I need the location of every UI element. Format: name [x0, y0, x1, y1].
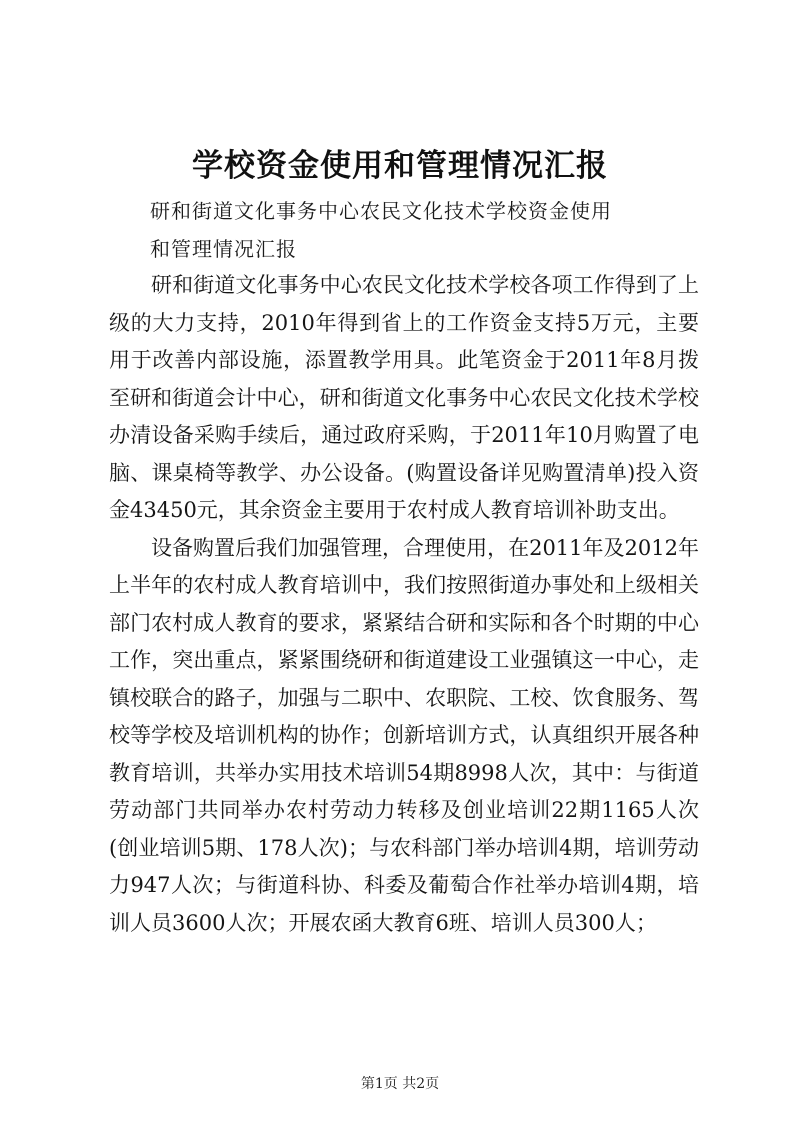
paragraph-2: 设备购置后我们加强管理，合理使用，在2011年及2012年上半年的农村成人教育培训中，我们按照街道办事处和上级相关部门农村成人教育的要求，紧紧结合研和实际和各个时期的中心工作，突出重点，紧紧围绕研和街道建设工业强镇这一中心，走镇校联合的路子，加强与二职中、农职院、工校、饮食服务、驾校等学校及培训机构的协作；创新培训方式，认真组织开展各种教育培训，共举办实用技术培训54期8998人次，其中：与街道劳动部门共同举办农村劳动力转移及创业培训22期1165人次(创业培训5期、178人次)；与农科部门举办培训4期，培训劳动力947人次；与街道科协、科委及葡萄合作社举办培训4期，培训人员3600人次；开展农函大教育6班、培训人员300人； — [109, 535, 699, 935]
subtitle-line-2: 和管理情况汇报 — [150, 237, 297, 261]
subtitle-line-1: 研和街道文化事务中心农民文化技术学校资金使用 — [150, 199, 612, 223]
page-number: 第1页 共2页 — [360, 1076, 440, 1092]
document-body — [109, 267, 699, 942]
paragraph-1: 研和街道文化事务中心农民文化技术学校各项工作得到了上级的大力支持，2010年得到省上的工作资金支持5万元，主要用于改善内部设施，添置教学用具。此笔资金于2011年8月拨至研和街道会计中心，研和街道文化事务中心农民文化技术学校办清设备采购手续后，通过政府采购，于2011年10月购置了电脑、课桌椅等教学、办公设备。(购置设备详见购置清单)投入资金43450元，其余资金主要用于农村成人教育培训补助支出。 — [109, 273, 699, 522]
document-title: 学校资金使用和管理情况汇报 — [192, 148, 608, 184]
